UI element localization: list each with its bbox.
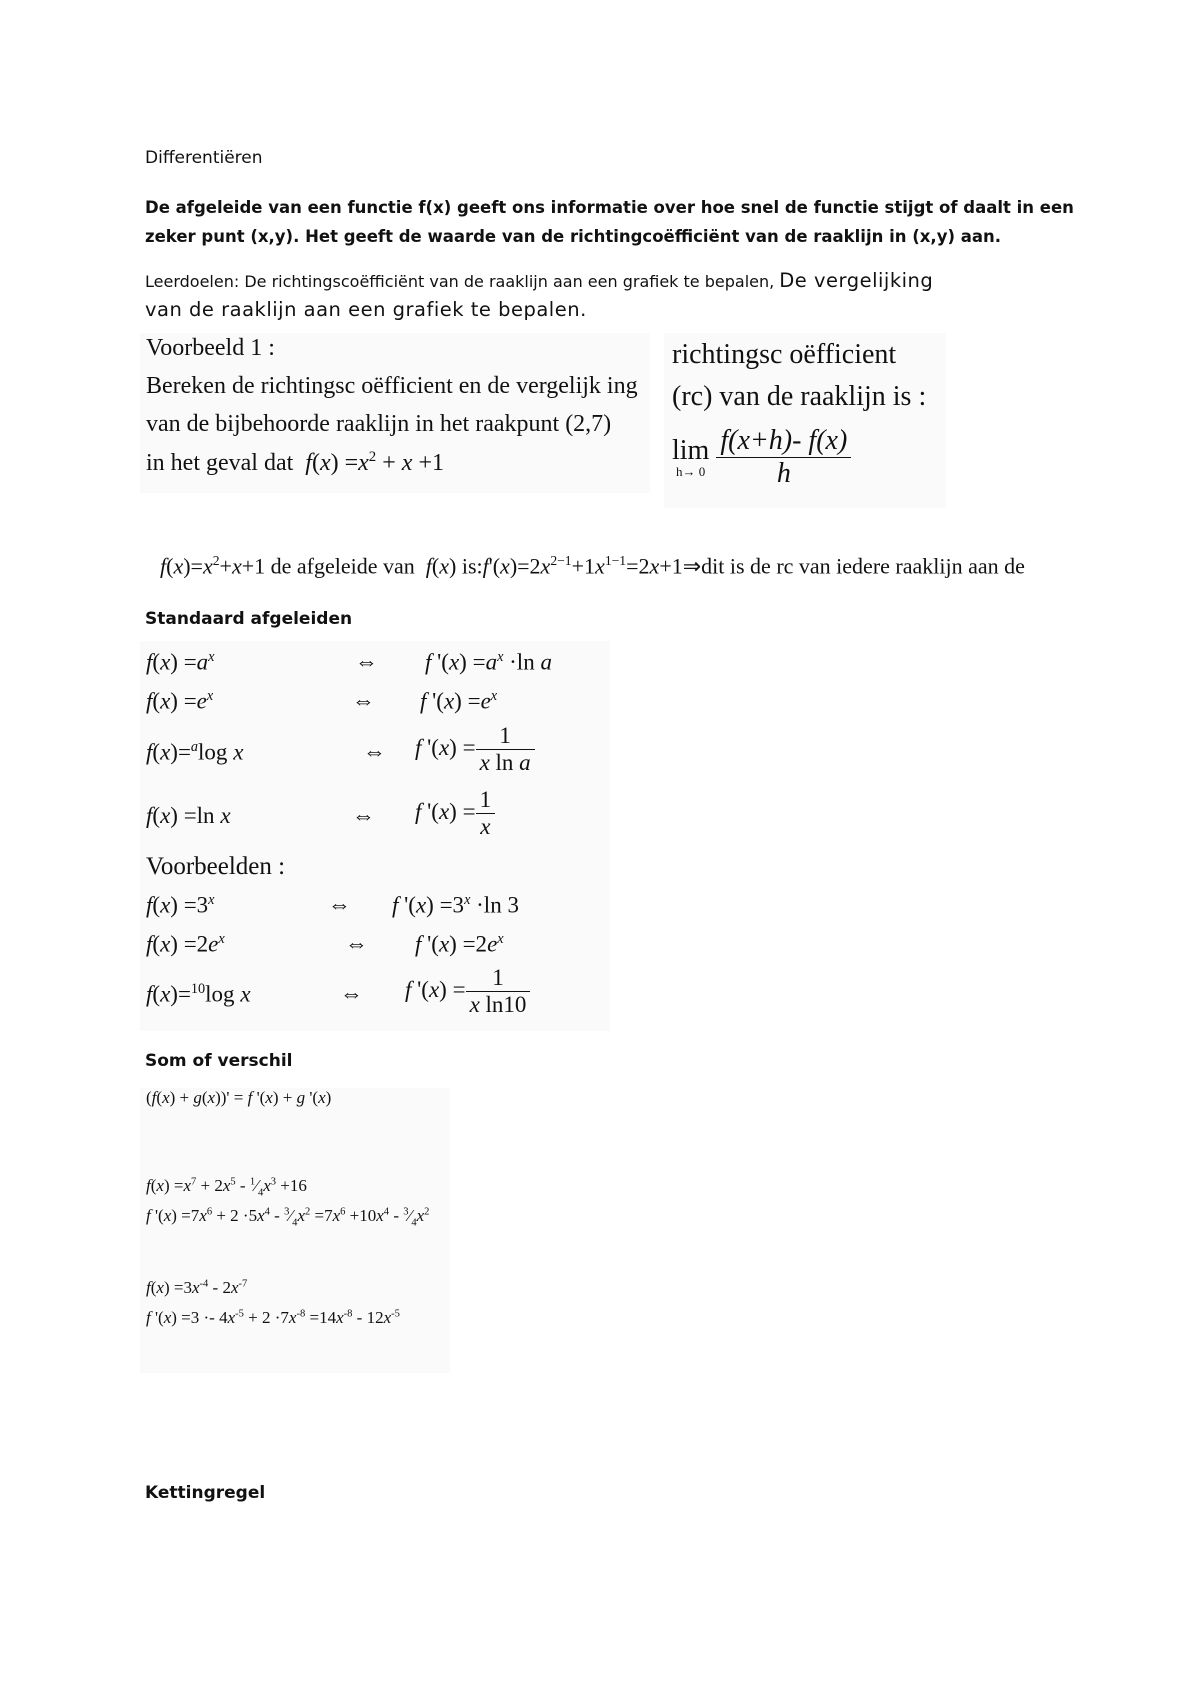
rc-definition-image: [664, 333, 946, 508]
derivative-text-2: is:: [461, 553, 483, 579]
std-row-1-equiv: ⇔: [355, 649, 378, 674]
std-row-1-lhs: $f(x) =a^x$: [146, 649, 215, 675]
std-row-4-equiv: ⇔: [352, 803, 375, 828]
heading-chain: Kettingregel: [145, 1483, 266, 1503]
std-ex-1-equiv: ⇔: [328, 892, 351, 917]
standard-derivatives-image: [140, 641, 610, 1031]
example-1-heading: Voorbeeld 1 :: [146, 335, 275, 361]
example-1-line-4: [146, 449, 444, 477]
intro-line-2: zeker punt (x,y). Het geeft de waarde van de richtingcoëfficiënt van de raaklijn in (x,y) aan.: [145, 227, 1002, 246]
sum-ex-2-f: $f(x) =3x^{-4} - 2x^{-7}$: [146, 1278, 248, 1297]
lim-label: lim: [672, 435, 710, 466]
lim-subscript: h→ 0: [676, 464, 706, 479]
std-row-2-equiv: ⇔: [352, 688, 375, 713]
std-ex-3-equiv: ⇔: [340, 981, 363, 1006]
heading-standard: Standaard afgeleiden: [145, 609, 353, 629]
intro-paragraph: [145, 193, 1074, 251]
intro-line-1: De afgeleide van een functie f(x) geeft ons informatie over hoe snel de functie stijgt of daalt in een: [145, 198, 1074, 217]
std-row-3-equiv: ⇔: [363, 739, 386, 764]
std-ex-2-equiv: ⇔: [345, 931, 368, 956]
std-ex-1-lhs: $f(x) =3^x$: [146, 892, 215, 918]
std-row-2-rhs: f '$(x) =e^x$: [420, 688, 498, 714]
std-row-3-rhs: f '(x) = $\frac{1}{\text{x ln a}}$: [415, 723, 535, 776]
example-1-line-2: Bereken de richtingsc oëfficient en de vergelijk ing: [146, 373, 638, 399]
std-ex-3-lhs: f(x)=$^{10}$log x: [146, 981, 251, 1007]
goals-text-large-1: De vergelijking: [779, 269, 934, 292]
page-title: Differentiëren: [145, 148, 263, 168]
rc-numerator: f(x+h)- f(x): [716, 425, 851, 458]
std-row-4-lhs: f(x) =ln x: [146, 803, 231, 828]
sum-ex-1-f: $f(x) =x^7 + 2x^5$ - $^1⁄_4x^3 +16$: [146, 1176, 307, 1199]
example-1-function: $f(x) =x^2 + x +1$: [305, 449, 444, 476]
goals-text-large-2: van de raaklijn aan een grafiek te bepalen.: [145, 298, 587, 321]
derivative-text-1: de afgeleide van: [270, 553, 415, 579]
sum-rule: (f(x) + g(x))' = f '(x) + g '(x): [146, 1088, 332, 1107]
std-ex-2-lhs: $f(x) =2e^x$: [146, 931, 225, 957]
std-ex-2-rhs: f '$(x) =2e^x$: [415, 931, 504, 957]
examples-label: Voorbeelden :: [146, 853, 286, 880]
sum-ex-1-fprime: f '$(x) =7x^6 + 2 \cdot 5x^4$ - $^3⁄_4x^2 =7x^6 +10x^4$ - $^3⁄_4x^2$: [146, 1206, 430, 1229]
std-ex-3-rhs: f '(x) = $\frac{1}{\text{x ln10}}$: [405, 965, 530, 1018]
example-1-line-4-text: in het geval dat: [146, 450, 294, 476]
rc-line-1: richtingsc oëfficient: [672, 339, 897, 370]
rc-limit-formula: [672, 425, 851, 490]
derivative-line: $f(x)=x^2+x+1$ de afgeleide van f(x) $is:f'(x)=2x^{2-1}+1x^{1-1}=2x+1\Rightarrow dit$ is de rc van iedere raaklijn aan de: [160, 553, 1025, 579]
example-1-line-3: van de bijbehoorde raaklijn in het raakpunt (2,7): [146, 411, 612, 437]
sum-rule-image: [140, 1088, 450, 1373]
rc-denominator: h: [776, 458, 791, 489]
std-row-3-lhs: f(x)=$^a$log x: [146, 739, 244, 765]
derivative-text-3: dit is de rc van iedere raaklijn aan de: [701, 553, 1025, 579]
example-1-image: [140, 333, 650, 493]
rc-line-2: (rc) van de raaklijn is :: [672, 381, 927, 412]
std-ex-1-rhs: f '$(x) =3^x \cdot\ln$ 3: [392, 892, 519, 918]
std-row-2-lhs: $f(x) =e^x$: [146, 688, 214, 714]
std-row-4-rhs: f '(x) = $\frac{1}{x}$: [415, 787, 495, 840]
std-row-1-rhs: f '$(x) =a^x \cdot\ln$ a: [425, 649, 552, 675]
sum-ex-2-fprime: f '$(x) =3 \cdot- 4x^{-5} + 2 \cdot 7x^{-8} =14x^{-8} - 12x^{-5}$: [146, 1308, 400, 1327]
goals-text: Leerdoelen: De richtingscoëfficiënt van de raaklijn aan een grafiek te bepalen,: [145, 272, 780, 291]
learning-goals: [145, 267, 933, 324]
heading-sum: Som of verschil: [145, 1051, 293, 1071]
